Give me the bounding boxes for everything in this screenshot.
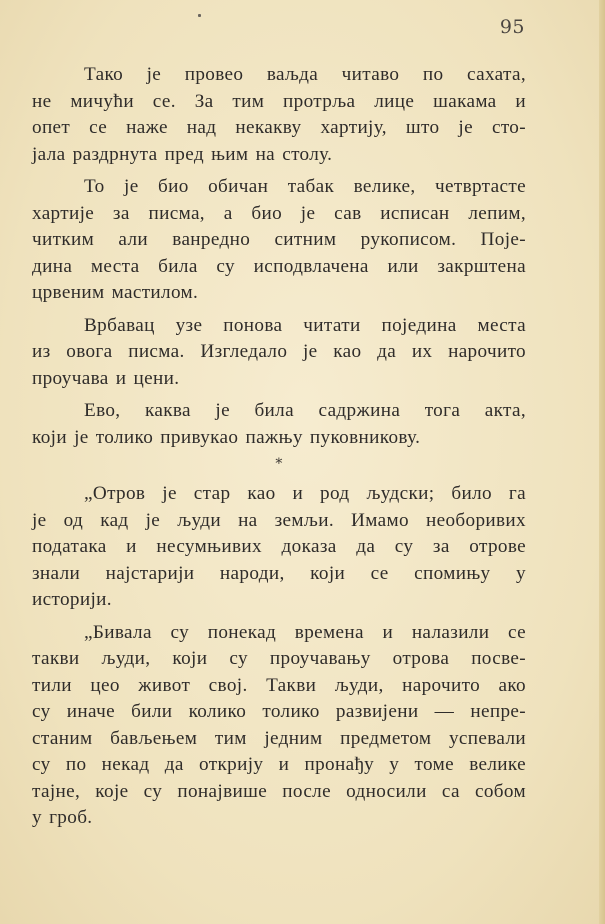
paragraph [32, 174, 526, 307]
text-line: у гроб. [32, 807, 93, 828]
text-line: знали најстарији народи, који се спомињу у [32, 562, 526, 584]
text-line: Врбавац узе понова читати поједина места [84, 314, 526, 336]
text-line: података и несумњивих доказа да су за отрове [32, 536, 526, 557]
text-line: такви људи, који су проучавању отрова посве- [32, 648, 526, 669]
text-line: су иначе били колико толико развијени — непре- [32, 701, 526, 722]
text-line: тајне, које су понајвише после односили са собом [32, 780, 526, 802]
text-line: јала раздрнута пред њим на столу. [32, 143, 333, 165]
text-line: „Бивала су понекад времена и налазили се [84, 621, 526, 643]
section-separator: * [275, 456, 283, 472]
text-line: Ево, каква је била садржина тога акта, [84, 400, 526, 421]
text-line: Тако је провео ваљда читаво по сахата, [84, 64, 526, 85]
text-line: који је толико привукао пажњу пуковникову. [32, 426, 421, 448]
text-line: То је био обичан табак велике, четвртасте [84, 176, 526, 197]
text-line: читким али ванредно ситним рукописом. Поје- [32, 229, 526, 250]
text-line: црвеним мастилом. [32, 282, 199, 303]
paragraph [32, 313, 526, 393]
quote-paragraph [32, 620, 526, 832]
text-line: историји. [32, 589, 112, 610]
text-line: опет се наже над некакву хартију, што је сто- [32, 117, 526, 138]
page-number: 95 [499, 16, 525, 38]
page-edge [599, 0, 605, 924]
paragraph [32, 398, 526, 451]
text-line: тили цео живот свој. Такви људи, нарочито ако [32, 674, 526, 696]
text-line: станим бављењем тим једним предметом успевали [32, 727, 526, 749]
text-line: су по некад да открију и пронађу у томе велике [32, 754, 526, 775]
quote-paragraph [32, 481, 526, 614]
text-line: дина места била су исподвлачена или закрштена [32, 255, 526, 277]
body-text [32, 62, 526, 832]
paragraph [32, 62, 526, 168]
text-line: је од кад је људи на земљи. Имамо необоривих [32, 509, 526, 531]
text-line: хартије за писма, а био је сав исписан лепим, [32, 202, 526, 224]
print-mark [198, 14, 201, 17]
text-line: не мичући се. За тим протрља лице шакама и [32, 90, 526, 112]
text-line: проучава и цени. [32, 367, 180, 389]
text-line: „Отров је стар као и род људски; било га [84, 483, 526, 504]
text-line: из овога писма. Изгледало је као да их нарочито [32, 341, 526, 362]
